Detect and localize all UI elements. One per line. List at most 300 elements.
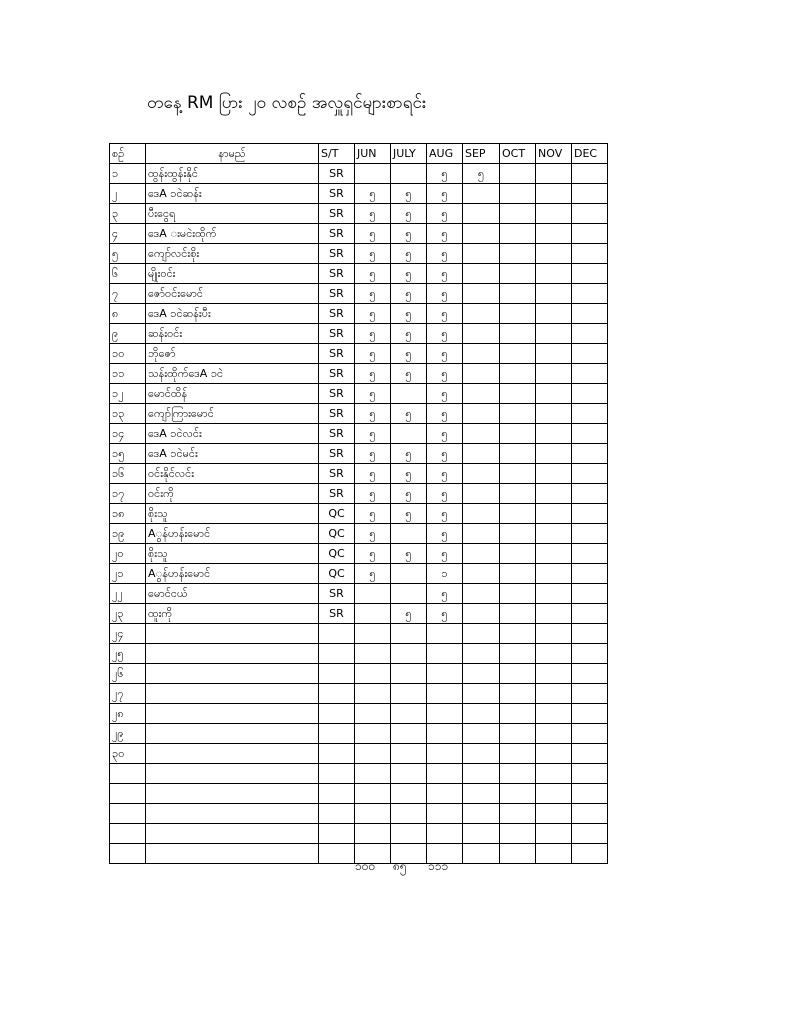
donor-name: [146, 764, 319, 784]
cell-july: ၅: [391, 224, 427, 244]
donor-name: သန်းထိုက်ဒေA ၁ငဲ: [146, 364, 319, 384]
donor-name: [146, 824, 319, 844]
cell-sep: [463, 484, 500, 504]
cell-dec: [572, 504, 608, 524]
row-number: [110, 784, 146, 804]
cell-july: ၅: [391, 204, 427, 224]
cell-dec: [572, 664, 608, 684]
cell-sep: [463, 804, 500, 824]
cell-nov: [536, 264, 572, 284]
cell-jun: [355, 704, 391, 724]
cell-aug: [427, 784, 463, 804]
cell-nov: [536, 544, 572, 564]
row-number: [110, 824, 146, 844]
donor-type: [319, 744, 355, 764]
row-number: [110, 804, 146, 824]
table-row: [110, 344, 608, 364]
cell-aug: ၅: [427, 244, 463, 264]
cell-nov: [536, 424, 572, 444]
cell-nov: [536, 524, 572, 544]
cell-sep: [463, 424, 500, 444]
donor-name: ဘိုဇော်: [146, 344, 319, 364]
cell-sep: [463, 204, 500, 224]
row-number: ၉: [110, 324, 146, 344]
cell-july: [391, 424, 427, 444]
donor-type: SR: [319, 184, 355, 204]
donor-table: [109, 143, 608, 864]
cell-dec: [572, 324, 608, 344]
donor-type: QC: [319, 524, 355, 544]
cell-dec: [572, 764, 608, 784]
cell-jun: [355, 744, 391, 764]
cell-nov: [536, 244, 572, 264]
table-row: [110, 384, 608, 404]
cell-dec: [572, 384, 608, 404]
cell-jun: [355, 764, 391, 784]
cell-aug: ၅: [427, 464, 463, 484]
donor-type: [319, 724, 355, 744]
cell-oct: [500, 624, 536, 644]
cell-jun: ၅: [355, 304, 391, 324]
row-number: ၂၈: [110, 704, 146, 724]
cell-oct: [500, 464, 536, 484]
donor-type: SR: [319, 484, 355, 504]
cell-sep: [463, 504, 500, 524]
table-row: [110, 204, 608, 224]
row-number: ၁၀: [110, 344, 146, 364]
donor-name: ဝင်းကို: [146, 484, 319, 504]
cell-oct: [500, 804, 536, 824]
donor-name: Aွန်ဟန်းမောင်: [146, 564, 319, 584]
donor-name: [146, 704, 319, 724]
cell-dec: [572, 724, 608, 744]
cell-aug: ၅: [427, 544, 463, 564]
cell-sep: [463, 304, 500, 324]
donor-type: SR: [319, 264, 355, 284]
table-row: [110, 584, 608, 604]
donor-type: SR: [319, 584, 355, 604]
cell-sep: [463, 624, 500, 644]
cell-dec: [572, 744, 608, 764]
row-number: ၂၇: [110, 684, 146, 704]
cell-jun: ၅: [355, 524, 391, 544]
donor-name: [146, 684, 319, 704]
row-number: ၃၀: [110, 744, 146, 764]
cell-jun: ၅: [355, 484, 391, 504]
cell-oct: [500, 204, 536, 224]
donor-type: [319, 684, 355, 704]
cell-july: [391, 644, 427, 664]
cell-july: ၅: [391, 364, 427, 384]
donor-name: စိုးသူ: [146, 544, 319, 564]
donor-type: SR: [319, 384, 355, 404]
donor-name: ပီးငွေရ: [146, 204, 319, 224]
cell-jun: ၅: [355, 424, 391, 444]
cell-nov: [536, 764, 572, 784]
donor-name: ကျော်လင်းစိုး: [146, 244, 319, 264]
cell-oct: [500, 284, 536, 304]
donor-name: ကျော်ကြားမောင်: [146, 404, 319, 424]
total-aug: ၁၁၁: [428, 859, 449, 873]
cell-aug: ၅: [427, 364, 463, 384]
row-number: [110, 764, 146, 784]
cell-oct: [500, 304, 536, 324]
cell-jun: [355, 684, 391, 704]
cell-jun: ၅: [355, 204, 391, 224]
table-row: [110, 764, 608, 784]
cell-sep: [463, 444, 500, 464]
donor-name: ထွန်းထွန်းနိုင်: [146, 164, 319, 184]
cell-july: ၅: [391, 284, 427, 304]
cell-jun: [355, 824, 391, 844]
cell-oct: [500, 644, 536, 664]
cell-oct: [500, 844, 536, 864]
cell-sep: [463, 344, 500, 364]
total-july: ၈၅: [393, 859, 407, 873]
cell-july: ၅: [391, 504, 427, 524]
cell-july: [391, 764, 427, 784]
cell-nov: [536, 184, 572, 204]
row-number: ၂၂: [110, 584, 146, 604]
cell-aug: ၅: [427, 504, 463, 524]
cell-july: [391, 524, 427, 544]
header-dec: DEC: [572, 144, 608, 164]
donor-type: [319, 804, 355, 824]
cell-jun: ၅: [355, 324, 391, 344]
cell-aug: ၅: [427, 284, 463, 304]
table-row: [110, 284, 608, 304]
cell-oct: [500, 424, 536, 444]
table-row: [110, 604, 608, 624]
cell-aug: [427, 724, 463, 744]
cell-aug: ၅: [427, 484, 463, 504]
donor-type: [319, 824, 355, 844]
cell-jun: ၅: [355, 564, 391, 584]
cell-jun: ၅: [355, 544, 391, 564]
cell-dec: [572, 244, 608, 264]
cell-oct: [500, 164, 536, 184]
row-number: ၂၆: [110, 664, 146, 684]
total-jun: ၁၀၀: [355, 859, 376, 873]
table-row: [110, 784, 608, 804]
cell-sep: [463, 664, 500, 684]
cell-aug: [427, 824, 463, 844]
cell-oct: [500, 544, 536, 564]
cell-aug: ၅: [427, 324, 463, 344]
cell-oct: [500, 324, 536, 344]
cell-dec: [572, 784, 608, 804]
cell-nov: [536, 604, 572, 624]
cell-nov: [536, 464, 572, 484]
cell-oct: [500, 604, 536, 624]
donor-type: [319, 664, 355, 684]
cell-sep: [463, 564, 500, 584]
cell-july: [391, 744, 427, 764]
cell-aug: ၅: [427, 184, 463, 204]
donor-type: SR: [319, 344, 355, 364]
cell-dec: [572, 524, 608, 544]
cell-jun: ၅: [355, 464, 391, 484]
cell-dec: [572, 464, 608, 484]
cell-oct: [500, 744, 536, 764]
row-number: ၄: [110, 224, 146, 244]
cell-jun: [355, 664, 391, 684]
cell-sep: [463, 384, 500, 404]
table-row: [110, 544, 608, 564]
cell-aug: ၅: [427, 424, 463, 444]
cell-jun: [355, 724, 391, 744]
cell-oct: [500, 404, 536, 424]
cell-july: [391, 664, 427, 684]
cell-oct: [500, 564, 536, 584]
cell-oct: [500, 504, 536, 524]
cell-jun: ၅: [355, 284, 391, 304]
donor-type: SR: [319, 464, 355, 484]
cell-dec: [572, 424, 608, 444]
row-number: ၁၆: [110, 464, 146, 484]
cell-aug: ၅: [427, 384, 463, 404]
row-number: ၂၀: [110, 544, 146, 564]
donor-name: ဒေA ၁ငဲမင်း: [146, 444, 319, 464]
cell-sep: [463, 744, 500, 764]
cell-dec: [572, 564, 608, 584]
donor-name: မောင်ငယ်: [146, 584, 319, 604]
table-row: [110, 804, 608, 824]
donor-type: SR: [319, 424, 355, 444]
cell-nov: [536, 744, 572, 764]
cell-july: ၅: [391, 404, 427, 424]
cell-dec: [572, 584, 608, 604]
table-row: [110, 744, 608, 764]
table-row: [110, 664, 608, 684]
donor-type: SR: [319, 324, 355, 344]
cell-july: [391, 804, 427, 824]
cell-dec: [572, 444, 608, 464]
cell-sep: [463, 404, 500, 424]
cell-jun: ၅: [355, 504, 391, 524]
donor-name: ဝင်းနိုင်လင်း: [146, 464, 319, 484]
cell-oct: [500, 364, 536, 384]
cell-jun: [355, 804, 391, 824]
cell-july: [391, 684, 427, 704]
cell-july: ၅: [391, 544, 427, 564]
row-number: ၂၃: [110, 604, 146, 624]
cell-july: ၅: [391, 344, 427, 364]
cell-nov: [536, 164, 572, 184]
cell-aug: ၅: [427, 304, 463, 324]
cell-sep: [463, 224, 500, 244]
cell-oct: [500, 244, 536, 264]
donor-name: Aွန်ဟန်းမောင်: [146, 524, 319, 544]
cell-july: ၅: [391, 484, 427, 504]
cell-sep: [463, 684, 500, 704]
cell-nov: [536, 684, 572, 704]
cell-nov: [536, 304, 572, 324]
header-st: S/T: [319, 144, 355, 164]
cell-oct: [500, 264, 536, 284]
cell-dec: [572, 224, 608, 244]
row-number: ၂၅: [110, 644, 146, 664]
table-row: [110, 484, 608, 504]
cell-dec: [572, 644, 608, 664]
cell-oct: [500, 764, 536, 784]
cell-jun: [355, 164, 391, 184]
table-row: [110, 684, 608, 704]
cell-july: [391, 164, 427, 184]
cell-sep: [463, 764, 500, 784]
cell-jun: ၅: [355, 404, 391, 424]
cell-oct: [500, 184, 536, 204]
donor-name: ဇော်ဝင်းမောင်: [146, 284, 319, 304]
donor-name: ဒေA ၁ငဲလင်း: [146, 424, 319, 444]
cell-oct: [500, 444, 536, 464]
cell-july: ၅: [391, 604, 427, 624]
cell-dec: [572, 604, 608, 624]
donor-type: QC: [319, 564, 355, 584]
cell-aug: [427, 744, 463, 764]
cell-oct: [500, 724, 536, 744]
cell-sep: [463, 584, 500, 604]
cell-jun: [355, 644, 391, 664]
row-number: ၆: [110, 264, 146, 284]
cell-nov: [536, 384, 572, 404]
cell-july: [391, 704, 427, 724]
donor-type: [319, 844, 355, 864]
cell-nov: [536, 824, 572, 844]
table-row: [110, 364, 608, 384]
cell-sep: [463, 524, 500, 544]
cell-nov: [536, 444, 572, 464]
cell-sep: [463, 844, 500, 864]
cell-july: ၅: [391, 324, 427, 344]
donor-type: [319, 764, 355, 784]
cell-aug: ၁: [427, 564, 463, 584]
cell-nov: [536, 204, 572, 224]
cell-oct: [500, 344, 536, 364]
donor-type: [319, 704, 355, 724]
cell-dec: [572, 484, 608, 504]
cell-july: [391, 824, 427, 844]
cell-aug: ၅: [427, 404, 463, 424]
cell-jun: ၅: [355, 444, 391, 464]
cell-jun: [355, 784, 391, 804]
donor-name: [146, 724, 319, 744]
cell-oct: [500, 704, 536, 724]
cell-july: [391, 564, 427, 584]
cell-nov: [536, 624, 572, 644]
cell-aug: ၅: [427, 524, 463, 544]
cell-nov: [536, 804, 572, 824]
header-aug: AUG: [427, 144, 463, 164]
table-row: [110, 624, 608, 644]
donor-type: [319, 624, 355, 644]
row-number: ၂: [110, 184, 146, 204]
donor-type: SR: [319, 224, 355, 244]
table-row: [110, 404, 608, 424]
cell-aug: ၅: [427, 164, 463, 184]
donor-name: [146, 664, 319, 684]
cell-aug: [427, 704, 463, 724]
cell-dec: [572, 704, 608, 724]
cell-aug: [427, 804, 463, 824]
cell-july: ၅: [391, 184, 427, 204]
cell-july: ၅: [391, 304, 427, 324]
cell-oct: [500, 224, 536, 244]
cell-jun: ၅: [355, 364, 391, 384]
cell-oct: [500, 484, 536, 504]
table-row: [110, 324, 608, 344]
cell-nov: [536, 364, 572, 384]
table-row: [110, 264, 608, 284]
row-number: ၇: [110, 284, 146, 304]
row-number: ၈: [110, 304, 146, 324]
row-number: ၁၃: [110, 404, 146, 424]
table-row: [110, 524, 608, 544]
table-row: [110, 824, 608, 844]
cell-jun: [355, 604, 391, 624]
cell-nov: [536, 344, 572, 364]
cell-aug: [427, 644, 463, 664]
row-number: ၁၄: [110, 424, 146, 444]
table-row: [110, 244, 608, 264]
cell-aug: [427, 684, 463, 704]
cell-sep: ၅: [463, 164, 500, 184]
cell-july: [391, 584, 427, 604]
row-number: ၁၅: [110, 444, 146, 464]
table-row: [110, 504, 608, 524]
row-number: ၃: [110, 204, 146, 224]
header-row: [110, 144, 608, 164]
cell-sep: [463, 544, 500, 564]
cell-aug: [427, 664, 463, 684]
donor-type: QC: [319, 504, 355, 524]
table-row: [110, 644, 608, 664]
row-number: ၂၉: [110, 724, 146, 744]
cell-july: [391, 724, 427, 744]
cell-jun: [355, 624, 391, 644]
table-row: [110, 704, 608, 724]
cell-sep: [463, 184, 500, 204]
cell-jun: ၅: [355, 244, 391, 264]
donor-name: [146, 644, 319, 664]
cell-dec: [572, 624, 608, 644]
donor-name: စိုးသူ: [146, 504, 319, 524]
table-row: [110, 564, 608, 584]
cell-nov: [536, 844, 572, 864]
cell-dec: [572, 804, 608, 824]
header-name: နာမည်: [146, 144, 319, 164]
donor-name: [146, 744, 319, 764]
cell-nov: [536, 724, 572, 744]
cell-nov: [536, 584, 572, 604]
donor-name: ဒေA ၁ငဲဆန်း: [146, 184, 319, 204]
row-number: ၁၂: [110, 384, 146, 404]
cell-aug: [427, 624, 463, 644]
cell-aug: ၅: [427, 584, 463, 604]
table-row: [110, 464, 608, 484]
donor-type: [319, 644, 355, 664]
header-oct: OCT: [500, 144, 536, 164]
header-jun: JUN: [355, 144, 391, 164]
donor-type: SR: [319, 244, 355, 264]
cell-jun: ၅: [355, 224, 391, 244]
cell-aug: ၅: [427, 204, 463, 224]
cell-oct: [500, 684, 536, 704]
cell-dec: [572, 204, 608, 224]
donor-name: ဒေA းမငဲးထိုက်: [146, 224, 319, 244]
table-body: [110, 164, 608, 864]
cell-oct: [500, 824, 536, 844]
